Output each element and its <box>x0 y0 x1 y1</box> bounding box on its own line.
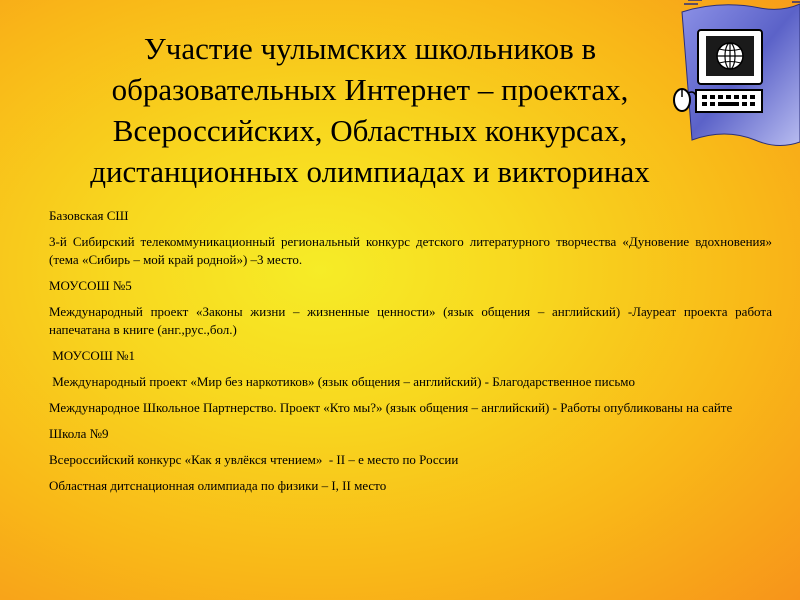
title-line: Участие чулымских школьников в <box>143 31 597 66</box>
slide-title <box>50 28 690 192</box>
title-line: образовательных Интернет – проектах, <box>111 72 629 107</box>
school-heading: Базовская СШ <box>49 208 129 223</box>
computer-globe-icon <box>650 0 800 160</box>
school-heading: МОУСОШ №5 <box>49 278 132 293</box>
achievement-text: Международный проект «Мир без наркотиков» (язык общения – английский) - Благодарственное письмо <box>49 374 636 389</box>
school-heading: МОУСОШ №1 <box>49 348 135 363</box>
achievement-text: Всероссийский конкурс «Как я увлёкся чтением» - II – е место по России <box>49 452 459 467</box>
slide-body <box>49 207 772 503</box>
achievement-text: Областная дитснационная олимпиада по физики – I, II место <box>49 478 387 493</box>
achievement-text: 3-й Сибирский телекоммуникационный региональный конкурс детского литературного творчества «Дуновение вдохновения» (тема «Сибирь – мой край родной») –3 место. <box>49 234 772 267</box>
achievement-text: Международное Школьное Партнерство. Проект «Кто мы?» (язык общения – английский) - Работы опубликованы на сайте <box>49 400 733 415</box>
achievement-text: Международный проект «Законы жизни – жизненные ценности» (язык общения – английский) -Лауреат проекта работа напечатана в книге (анг.,рус.,бол.) <box>49 304 772 337</box>
title-line: Всероссийских, Областных конкурсах, <box>112 113 628 148</box>
school-heading: Школа №9 <box>49 426 109 441</box>
title-line: дистанционных олимпиадах и викторинах <box>90 154 650 189</box>
